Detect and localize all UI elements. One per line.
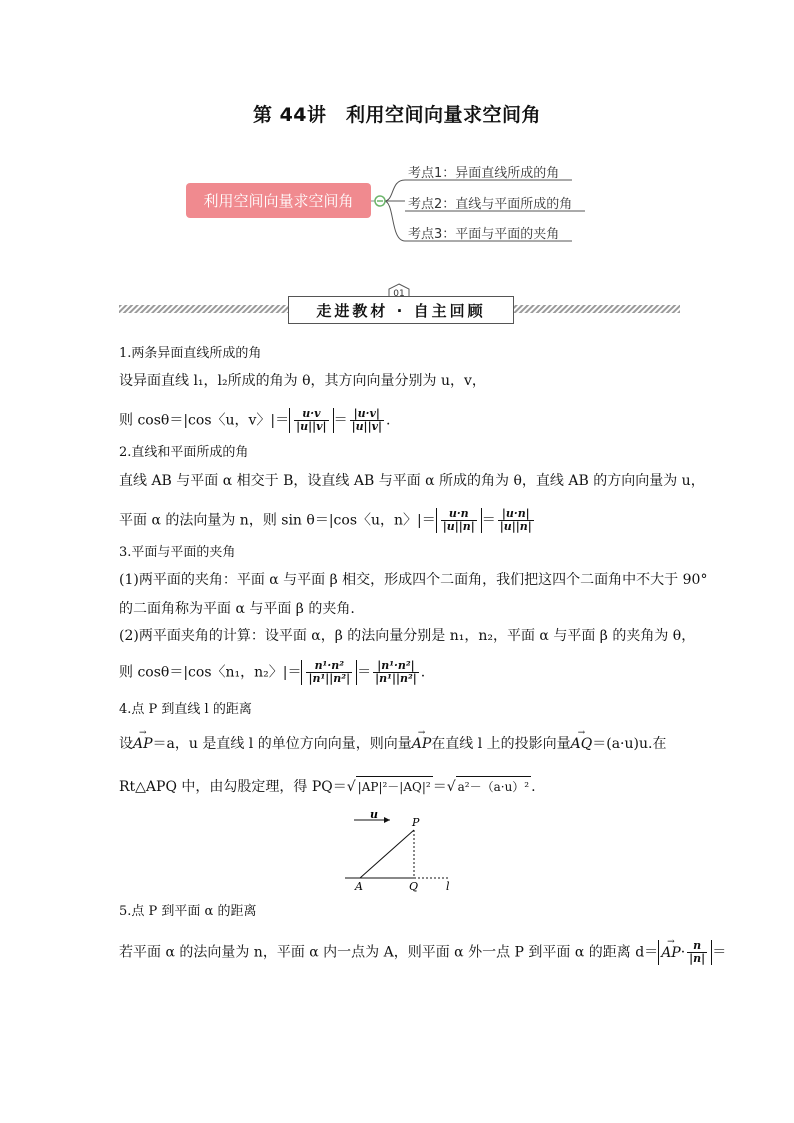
s4-text1 xyxy=(119,734,666,754)
label-u: u xyxy=(370,810,378,821)
s1-abs xyxy=(289,408,333,433)
s2-formula: 平面 α 的法向量为 n，则 sin θ＝|cos〈u，n〉|＝ $\frac{u\cdot n}{|u||n|}$ ＝ $\frac{|u\cdot n|}{|u||n|}$ xyxy=(119,507,532,533)
s3-text3: (2)两平面夹角的计算：设平面 α，β 的法向量分别是 n₁，n₂，平面 α 与平面 β 的夹角为 θ， xyxy=(119,628,696,644)
s3-formula: 则 cosθ＝|cos〈n₁，n₂〉|＝ $\frac{\text{n¹·n²}}{\text{|n¹||n²|}}$ ＝ $\frac{\text{|n¹·n²|}}{\text{|n¹||n²|}}$ . xyxy=(119,659,426,685)
vector-aq: → AQ xyxy=(571,734,593,754)
s3-abs xyxy=(301,660,357,685)
section-banner: 走进教材 · 自主回顾 xyxy=(288,296,514,324)
mindmap-item-3: 考点3：平面与平面的夹角 xyxy=(408,227,560,242)
vector-ap-2: → AP xyxy=(412,734,432,754)
s4-text1-b: ＝a，u 是直线 l 的单位方向向量，则向量 xyxy=(152,736,412,752)
line-ap xyxy=(360,830,414,878)
s2-formula-prefix: 平面 α 的法向量为 n，则 sin θ＝|cos〈u，n〉|＝ xyxy=(119,512,436,529)
u-arrow-head xyxy=(384,817,390,823)
s3-frac2: $\frac{\text{|n¹·n²|}}{\text{|n¹||n²|}}$ xyxy=(375,659,417,685)
banner-number: 01 xyxy=(393,289,405,299)
sqrt-2: a²－（a·u）² xyxy=(456,776,531,797)
s2-abs xyxy=(436,508,482,533)
label-p: P xyxy=(412,816,420,829)
s4-text2: Rt△APQ 中，由勾股定理，得 PQ＝√ |AP|²－|AQ|² ＝√ a²－（a·u）² . xyxy=(119,776,536,797)
s5-formula-suffix: ＝ xyxy=(712,944,727,961)
mindmap-item-2: 考点2：直线与平面所成的角 xyxy=(408,197,573,212)
s5-formula-prefix: 若平面 α 的法向量为 n，平面 α 内一点为 A，则平面 α 外一点 P 到平面 α 的距离 d＝ xyxy=(119,944,659,961)
s3-frac1: $\frac{\text{n¹·n²}}{\text{|n¹||n²|}}$ xyxy=(308,659,351,685)
s4-text1-d: ＝(a·u)u.在 xyxy=(592,736,667,752)
label-a: A xyxy=(355,880,363,893)
page-title: 第 44讲 利用空间向量求空间角 xyxy=(252,104,542,126)
s1-formula: 则 cosθ＝|cos〈u，v〉|＝ $\frac{u\cdot v}{|u||v|}$ ＝ $\frac{|u\cdot v|}{|u||v|}$ . xyxy=(119,407,391,433)
s2-text1: 直线 AB 与平面 α 相交于 B，设直线 AB 与平面 α 所成的角为 θ，直线 AB 的方向向量为 u， xyxy=(119,473,705,489)
s1-frac1: $\frac{u\cdot v}{|u||v|}$ xyxy=(296,407,327,433)
s2-heading: 2.直线和平面所成的角 xyxy=(119,445,249,460)
s1-frac2: $\frac{|u\cdot v|}{|u||v|}$ xyxy=(351,407,382,433)
s5-heading: 5.点 P 到平面 α 的距离 xyxy=(119,904,257,919)
s4-text2-b: ＝ xyxy=(432,779,447,795)
s2-frac2: $\frac{|u\cdot n|}{|u||n|}$ xyxy=(499,507,532,533)
s4-heading: 4.点 P 到直线 l 的距离 xyxy=(119,702,252,717)
s4-text1-c: 在直线 l 上的投影向量 xyxy=(431,736,571,752)
s1-heading: 1.两条异面直线所成的角 xyxy=(119,346,262,361)
s1-formula-prefix: 则 cosθ＝|cos〈u，v〉|＝ xyxy=(119,412,290,429)
distance-diagram xyxy=(340,810,470,895)
sqrt-1: |AP|²－|AQ|² xyxy=(356,776,433,797)
s3-heading: 3.平面与平面的夹角 xyxy=(119,545,236,560)
s2-frac1: $\frac{u\cdot n}{|u||n|}$ xyxy=(442,507,475,533)
s3-formula-prefix: 则 cosθ＝|cos〈n₁，n₂〉|＝ xyxy=(119,664,302,681)
label-q: Q xyxy=(409,880,419,893)
label-l: l xyxy=(446,880,450,893)
s3-text2: 的二面角称为平面 α 与平面 β 的夹角. xyxy=(119,601,355,617)
s1-text1: 设异面直线 l₁，l₂所成的角为 θ，其方向向量分别为 u，v， xyxy=(119,373,486,389)
mindmap-root: 利用空间向量求空间角 xyxy=(186,183,371,218)
mindmap-item-1: 考点1：异面直线所成的角 xyxy=(408,166,560,181)
s3-text1: (1)两平面的夹角：平面 α 与平面 β 相交，形成四个二面角，我们把这四个二面角中不大于 90° xyxy=(119,572,708,588)
s4-text2-c: . xyxy=(531,779,536,795)
vector-ap-3: → AP xyxy=(661,943,681,963)
s4-text1-a: 设 xyxy=(119,736,133,752)
s5-formula xyxy=(119,940,726,965)
s5-frac: $\frac{n}{|n|}$ xyxy=(689,939,706,965)
s4-text2-a: Rt△APQ 中，由勾股定理，得 PQ＝ xyxy=(119,779,347,795)
s5-abs: → AP· $\frac{n}{|n|}$ xyxy=(658,940,712,965)
vector-ap: → AP xyxy=(133,734,153,754)
